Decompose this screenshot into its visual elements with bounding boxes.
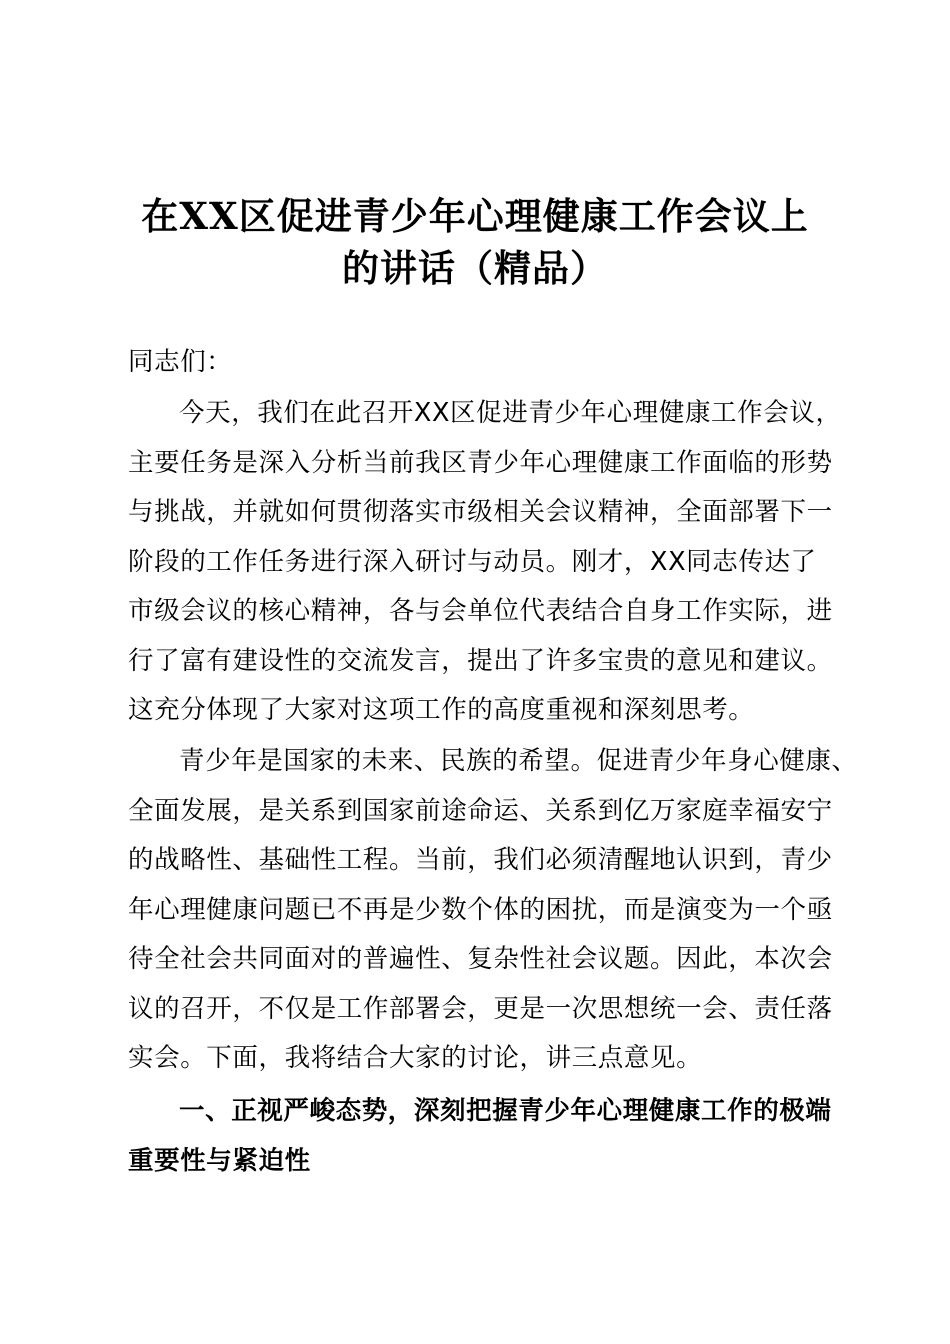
paragraph-line: 的战略性、基础性工程。当前，我们必须清醒地认识到，青少: [128, 845, 833, 875]
paragraph-line: 市级会议的核心精神，各与会单位代表结合自身工作实际，进: [128, 596, 833, 626]
paragraph-line: 主要任务是深入分析当前我区青少年心理健康工作面临的形势: [128, 447, 833, 478]
paragraph-line: 待全社会共同面对的普遍性、复杂性社会议题。因此，本次会: [128, 944, 833, 974]
paragraph-1: [128, 389, 842, 736]
document-title-line-1: 在XX区促进青少年心理健康工作会议上: [141, 194, 809, 238]
paragraph-line: 行了富有建设性的交流发言，提出了许多宝贵的意见和建议。: [128, 645, 833, 676]
paragraph-line: 这充分体现了大家对这项工作的高度重视和深刻思考。: [128, 695, 755, 725]
paragraph-line: 阶段的工作任务进行深入研讨与动员。刚才，XX同志传达了: [128, 546, 817, 577]
section-heading-line: 重要性与紧迫性: [128, 1146, 311, 1176]
paragraph-line: 全面发展，是关系到国家前途命运、关系到亿万家庭幸福安宁: [128, 795, 833, 826]
paragraph-line: 实会。下面，我将结合大家的讨论，讲三点意见。: [128, 1043, 703, 1073]
paragraph-2: [128, 737, 858, 1084]
paragraph-line: 与挑战，并就如何贯彻落实市级相关会议精神，全面部署下一: [128, 497, 833, 527]
paragraph-line: 年心理健康问题已不再是少数个体的困扰，而是演变为一个亟: [128, 894, 833, 925]
greeting: 同志们：: [128, 347, 233, 377]
paragraph-line: 青少年是国家的未来、民族的希望。促进青少年身心健康、: [179, 746, 858, 776]
paragraph-line: 议的召开，不仅是工作部署会，更是一次思想统一会、责任落: [128, 993, 833, 1024]
section-heading-1: [128, 1086, 832, 1186]
document-title-line-2: 的讲话（精品）: [342, 246, 608, 290]
section-heading-line: 一、正视严峻态势，深刻把握青少年心理健康工作的极端: [179, 1096, 832, 1126]
paragraph-line: 今天，我们在此召开XX区促进青少年心理健康工作会议，: [179, 398, 842, 428]
